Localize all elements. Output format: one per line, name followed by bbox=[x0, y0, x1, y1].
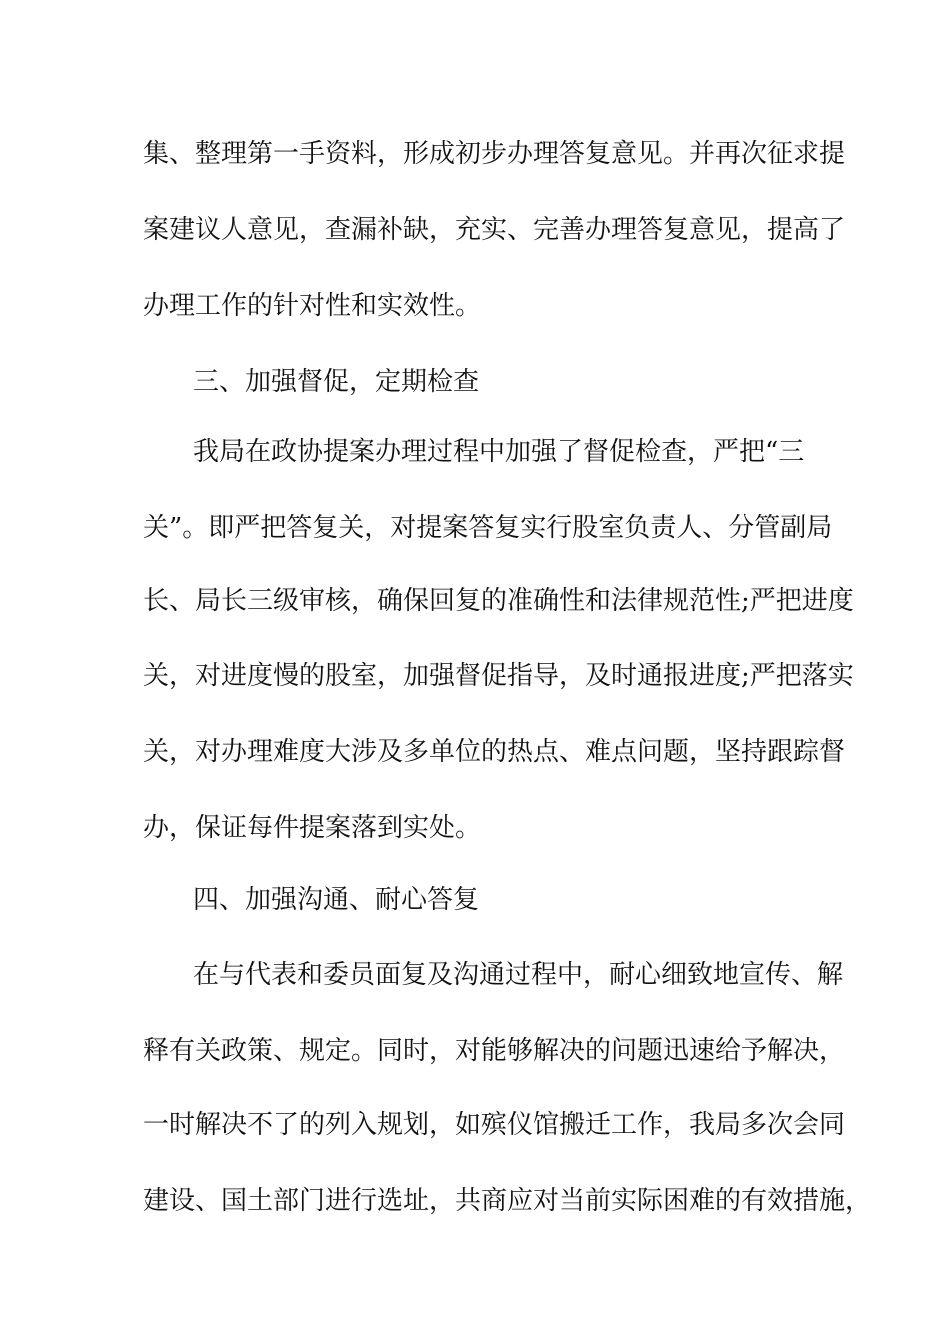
section-heading-4: 四、加强沟通、耐心答复 bbox=[193, 885, 480, 915]
paragraph-line-2: 案建议人意见，查漏补缺，充实、完善办理答复意见，提高了 bbox=[143, 215, 846, 245]
paragraph-line-7: 长、局长三级审核，确保回复的准确性和法律规范性;严把进度 bbox=[143, 586, 854, 616]
paragraph-line-8: 关，对进度慢的股室，加强督促指导，及时通报进度;严把落实 bbox=[143, 661, 854, 691]
paragraph-line-6: 关”。即严把答复关，对提案答复实行股室负责人、分管副局 bbox=[143, 513, 833, 543]
paragraph-line-12: 在与代表和委员面复及沟通过程中，耐心细致地宣传、解 bbox=[193, 960, 844, 990]
paragraph-line-15: 建设、国土部门进行选址，共商应对当前实际困难的有效措施， bbox=[143, 1186, 872, 1216]
paragraph-line-10: 办，保证每件提案落到实处。 bbox=[143, 813, 482, 843]
paragraph-line-3: 办理工作的针对性和实效性。 bbox=[143, 291, 482, 321]
paragraph-line-14: 一时解决不了的列入规划，如殡仪馆搬迁工作，我局多次会同 bbox=[143, 1110, 846, 1140]
paragraph-line-1: 集、整理第一手资料，形成初步办理答复意见。并再次征求提 bbox=[143, 139, 846, 169]
paragraph-line-5: 我局在政协提案办理过程中加强了督促检查，严把“三 bbox=[193, 437, 805, 467]
section-heading-3: 三、加强督促，定期检查 bbox=[193, 367, 480, 397]
paragraph-line-13: 释有关政策、规定。同时，对能够解决的问题迅速给予解决， bbox=[143, 1036, 846, 1066]
paragraph-line-9: 关，对办理难度大涉及多单位的热点、难点问题，坚持跟踪督 bbox=[143, 737, 846, 767]
